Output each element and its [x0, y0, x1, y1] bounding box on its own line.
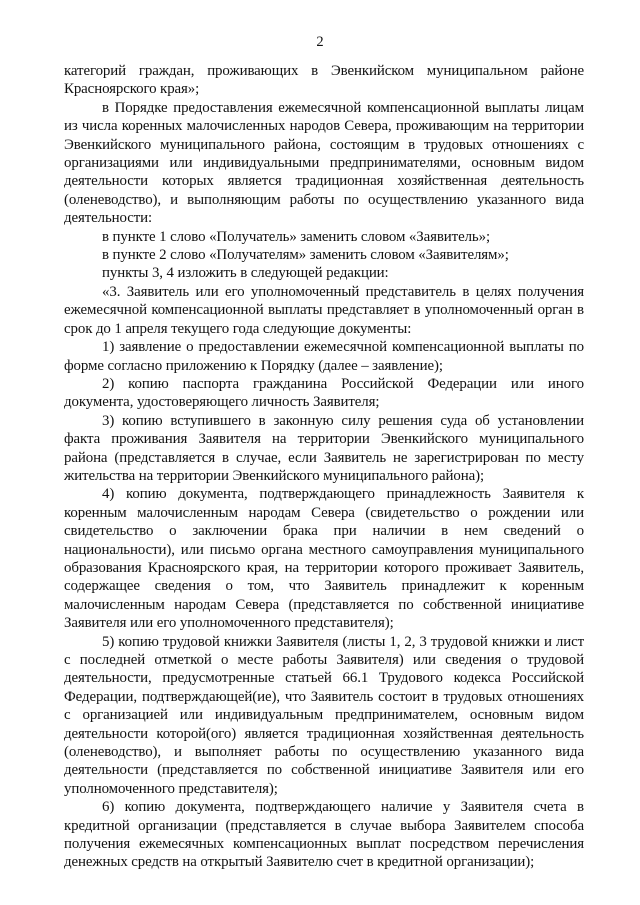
- list-item-3: 3) копию вступившего в законную силу решения суда об установлении факта проживания Заявителя на территории Эвенкийского муниципального района (представляется в случае, если Заявитель не зарегистрирован по месту жительства на территории Эвенкийского муниципального района);: [64, 412, 584, 484]
- list-item-1: 1) заявление о предоставлении ежемесячной компенсационной выплаты по форме согласно приложению к Порядку (далее – заявление);: [64, 339, 584, 374]
- paragraph-item-1-change: в пункте 1 слово «Получатель» заменить словом «Заявитель»;: [102, 228, 490, 245]
- paragraph-items-3-4-change: пункты 3, 4 изложить в следующей редакции:: [102, 265, 389, 282]
- paragraph-continuation: категорий граждан, проживающих в Эвенкийском муниципальном районе Красноярского края»;: [64, 63, 584, 98]
- paragraph-procedure-intro: в Порядке предоставления ежемесячной компенсационной выплаты лицам из числа коренных малочисленных народов Севера, проживающим на территории Эвенкийского муниципального района, состоящим в трудовых отношениях с организациями или индивидуальными предпринимателями, основным видом деятельности которых является традиционная хозяйственная деятельность (оленеводство), и выполняющим работы по осуществлению указанного вида деятельности:: [64, 99, 584, 227]
- list-item-6: 6) копию документа, подтверждающего наличие у Заявителя счета в кредитной организации (представляется в случае выбора Заявителем способа получения ежемесячных компенсационных выплат посредством перечисления денежных средств на открытый Заявителю счет в кредитной организации);: [64, 799, 584, 871]
- list-item-2: 2) копию паспорта гражданина Российской Федерации или иного документа, удостоверяющего личность Заявителя;: [64, 375, 584, 411]
- document-body: [64, 62, 584, 872]
- page-number: 2: [316, 34, 324, 50]
- list-item-4: 4) копию документа, подтверждающего принадлежность Заявителя к коренным малочисленным народам Севера (свидетельство о рождении или свидетельство о заключении брака при наличии в нем сведений о национальности), или письмо органа местного самоуправления муниципального образования Красноярского края, на территории которого проживает Заявитель, содержащее сведения о том, что Заявитель принадлежит к коренным малочисленным народам Севера (представляется по собственной инициативе Заявителя или его уполномоченного представителя);: [64, 486, 584, 632]
- paragraph-item-2-change: в пункте 2 слово «Получателям» заменить словом «Заявителям»;: [102, 247, 509, 264]
- list-item-5: 5) копию трудовой книжки Заявителя (листы 1, 2, 3 трудовой книжки и лист с последней отметкой о месте работы Заявителя) или сведения о трудовой деятельности, предусмотренные статьей 66.1 Трудового кодекса Российской Федерации, подтверждающей(ие), что Заявитель состоит в трудовых отношениях с организацией или индивидуальным предпринимателем, основным видом деятельности которой(ого) является традиционная хозяйственная деятельность (оленеводство), и выполняет работы по осуществлению указанного вида деятельности (представляется по собственной инициативе Заявителя или его уполномоченного представителя);: [64, 633, 584, 797]
- paragraph-clause-3: «3. Заявитель или его уполномоченный представитель в целях получения ежемесячной компенсационной выплаты представляет в уполномоченный орган в срок до 1 апреля текущего года следующие документы:: [64, 283, 584, 337]
